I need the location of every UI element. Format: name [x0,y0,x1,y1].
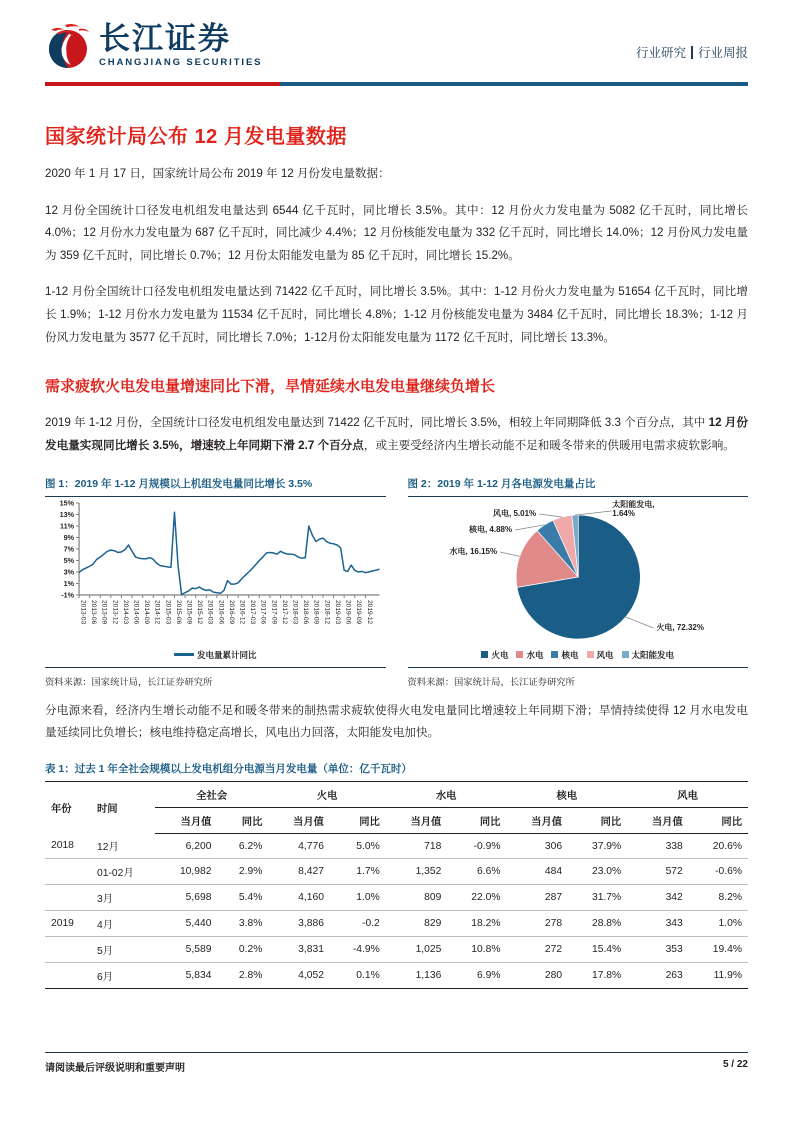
cell-value-6: 280 [506,963,568,989]
header-rule [45,82,748,86]
page-header [45,0,748,78]
th-sub-0-1: 同比 [217,807,268,833]
cell-value-9: 1.0% [689,911,748,937]
legend-label: 火电 [491,649,509,660]
cell-month: 01-02月 [91,859,155,885]
figure-2 [408,476,749,688]
cell-value-4: 718 [386,833,448,859]
brand-name-cn: 长江证券 [99,20,231,57]
analysis-text-c: ，或主要受经济内生增长动能不足和暖冬带来的供暖用电需求疲软影响。 [363,439,735,452]
cell-value-3: -4.9% [330,937,386,963]
svg-text:2014-06: 2014-06 [132,599,140,624]
cell-value-8: 343 [627,911,689,937]
cell-value-4: 1,025 [386,937,448,963]
svg-text:2013-06: 2013-06 [90,599,98,624]
svg-text:5%: 5% [63,555,75,565]
th-sub-1-1: 同比 [330,807,386,833]
header-tag-research: 行业研究 [635,46,686,60]
cell-value-7: 17.8% [568,963,627,989]
cell-value-6: 278 [506,911,568,937]
table-row [45,963,748,989]
svg-text:2015-12: 2015-12 [196,599,204,624]
svg-text:-1%: -1% [61,590,75,600]
analysis-text-a: 2019 年 1-12 月份，全国统计口径发电机组发电量达到 71422 亿千瓦时，同比增长 3.5%，相较上年同期降低 3.3 个百分点，其中 [45,416,709,430]
th-year: 年份 [45,781,91,833]
cell-value-7: 31.7% [568,885,627,911]
cell-value-0: 5,589 [155,937,217,963]
svg-text:2019-03: 2019-03 [333,599,341,624]
svg-text:2018-06: 2018-06 [302,599,310,624]
legend-label: 核电 [561,649,579,660]
figure-1-title: 图 1：2019 年 1-12 月规模以上机组发电量同比增长 3.5% [45,476,386,497]
svg-text:2018-09: 2018-09 [312,599,320,624]
cell-value-3: 1.0% [330,885,386,911]
svg-text:太阳能发电,: 太阳能发电, [611,499,655,509]
svg-text:2018-03: 2018-03 [291,599,299,624]
svg-text:2013-03: 2013-03 [79,599,87,624]
paragraph-intro: 2020 年 1 月 17 日，国家统计局公布 2019 年 12 月份发电量数据： [45,167,390,180]
page-title: 国家统计局公布 12 月发电量数据 [45,126,347,148]
cell-value-1: 6.2% [217,833,268,859]
cell-value-4: 829 [386,911,448,937]
cell-value-9: -0.6% [689,859,748,885]
header-tag-weekly: 行业周报 [697,46,748,60]
cell-value-0: 5,440 [155,911,217,937]
figures-row [45,476,748,688]
cell-value-2: 4,776 [268,833,330,859]
th-sub-2-1: 同比 [447,807,506,833]
cell-value-4: 809 [386,885,448,911]
cell-value-1: 2.9% [217,859,268,885]
svg-text:风电, 5.01%: 风电, 5.01% [492,508,536,518]
cell-month: 5月 [91,937,155,963]
cell-value-5: 18.2% [447,911,506,937]
cell-value-3: 5.0% [330,833,386,859]
svg-text:2016-09: 2016-09 [227,599,235,624]
figure-2-plot [408,497,749,647]
cell-value-2: 8,427 [268,859,330,885]
brand-logo [45,7,262,71]
legend-label: 风电 [596,649,614,660]
table-row [45,937,748,963]
cell-value-8: 263 [627,963,689,989]
cell-value-2: 4,052 [268,963,330,989]
cell-value-3: 1.7% [330,859,386,885]
cell-month: 3月 [91,885,155,911]
cell-value-8: 338 [627,833,689,859]
cell-value-9: 19.4% [689,937,748,963]
svg-text:2017-03: 2017-03 [249,599,257,624]
legend-label: 太阳能发电 [631,649,675,660]
section-title-demand: 需求疲软火电发电量增速同比下滑，旱情延续水电发电量继续负增长 [45,378,496,396]
cell-value-7: 23.0% [568,859,627,885]
cell-month: 4月 [91,911,155,937]
svg-text:2013-09: 2013-09 [100,599,108,624]
cell-value-0: 5,698 [155,885,217,911]
cell-year [45,963,91,989]
page-footer [45,1052,748,1074]
th-sub-4-1: 同比 [689,807,748,833]
svg-text:7%: 7% [63,544,75,554]
svg-text:2019-06: 2019-06 [344,599,352,624]
svg-text:1%: 1% [63,578,75,588]
th-sub-4-0: 当月值 [627,807,689,833]
cell-value-5: 6.9% [447,963,506,989]
cell-value-3: -0.2 [330,911,386,937]
analysis-text-bold: 12 月份发电量实现同比增长 3.5%，增速较上年同期下滑 2.7 个百分点 [45,416,748,452]
cell-value-1: 0.2% [217,937,268,963]
svg-text:2015-06: 2015-06 [174,599,182,624]
paragraph-annual: 1-12 月份全国统计口径发电机组发电量达到 71422 亿千瓦时，同比增长 3.5%。其中：1-12 月份火力发电量为 51654 亿千瓦时，同比增长 1.9%；1-12 月份水力发电量为 11534 亿千瓦时，同比增长 4.8%；1-12 月份核能发电量为 3484 亿千瓦时，同比增长 18.3%；1-12 月份风力发电量为 3577 亿千瓦时，同比增长 7.0%；1-12月份太阳能发电量为 1172 亿千瓦时，同比增长 13.3%。 [45,285,748,344]
cell-value-4: 1,352 [386,859,448,885]
th-sub-2-0: 当月值 [386,807,448,833]
th-group-nuclear: 核电 [506,781,627,807]
th-sub-3-1: 同比 [568,807,627,833]
svg-text:2016-03: 2016-03 [206,599,214,624]
cell-value-6: 287 [506,885,568,911]
svg-text:13%: 13% [59,509,75,519]
legend-item-4 [622,649,675,661]
legend-item-3 [587,649,614,661]
svg-text:2015-03: 2015-03 [164,599,172,624]
table-title: 表 1：过去 1 年全社会规模以上发电机组分电源当月发电量（单位：亿千瓦时） [45,762,412,775]
cell-value-5: 22.0% [447,885,506,911]
legend-line-icon [174,653,194,655]
table-header-groups [45,781,748,807]
cell-value-2: 4,160 [268,885,330,911]
power-generation-table [45,781,748,990]
th-sub-1-0: 当月值 [268,807,330,833]
cell-year [45,885,91,911]
cell-value-6: 306 [506,833,568,859]
cell-value-7: 28.8% [568,911,627,937]
th-sub-0-0: 当月值 [155,807,217,833]
changjiang-logo-icon [45,21,91,71]
header-rule-red [45,82,280,86]
paragraph-december: 12 月份全国统计口径发电机组发电量达到 6544 亿千瓦时，同比增长 3.5%。其中：12 月份火力发电量为 5082 亿千瓦时，同比增长 4.0%；12 月份水力发电量为 687 亿千瓦时，同比减少 4.4%；12 月份核能发电量为 332 亿千瓦时，同比增长 14.0%；12 月份风力发电量为 359 亿千瓦时，同比增长 0.7%；12 月份太阳能发电量为 85 亿千瓦时，同比增长 15.2%。 [45,203,748,262]
cell-value-1: 3.8% [217,911,268,937]
svg-text:水电, 16.15%: 水电, 16.15% [449,546,497,556]
svg-text:2016-12: 2016-12 [238,599,246,624]
legend-item-2 [551,649,578,661]
cell-value-3: 0.1% [330,963,386,989]
cell-value-0: 10,982 [155,859,217,885]
svg-text:2014-03: 2014-03 [121,599,129,624]
table-head [45,781,748,833]
cell-value-2: 3,831 [268,937,330,963]
cell-month: 6月 [91,963,155,989]
legend-item-0 [481,649,508,661]
svg-text:核电, 4.88%: 核电, 4.88% [468,524,512,534]
legend-label: 水电 [526,649,544,660]
cell-value-5: 6.6% [447,859,506,885]
svg-text:15%: 15% [59,498,75,508]
cell-value-1: 2.8% [217,963,268,989]
brand-name-en: CHANGJIANG SECURITIES [99,57,263,69]
cell-value-2: 3,886 [268,911,330,937]
th-month: 时间 [91,781,155,833]
legend-item-1 [516,649,543,661]
svg-text:2017-09: 2017-09 [270,599,278,624]
th-group-society: 全社会 [155,781,268,807]
figure-2-source: 资料来源：国家统计局，长江证券研究所 [408,667,749,688]
legend-swatch-icon [622,651,629,658]
line-chart-svg [45,497,386,647]
header-rule-blue [280,82,748,86]
svg-text:2018-12: 2018-12 [323,599,331,624]
legend-swatch-icon [481,651,488,658]
cell-year [45,859,91,885]
legend-swatch-icon [587,651,594,658]
svg-text:火电, 72.32%: 火电, 72.32% [655,622,704,632]
legend-swatch-icon [551,651,558,658]
svg-text:1.64%: 1.64% [611,508,635,518]
legend-label-0: 发电量累计同比 [196,649,257,660]
svg-text:2014-12: 2014-12 [153,599,161,624]
tag-divider-icon [691,46,693,59]
legend-swatch-icon [516,651,523,658]
cell-value-6: 272 [506,937,568,963]
cell-value-8: 342 [627,885,689,911]
cell-value-4: 1,136 [386,963,448,989]
table-row [45,885,748,911]
cell-value-1: 5.4% [217,885,268,911]
cell-year: 2019 [45,911,91,937]
cell-year: 2018 [45,833,91,859]
cell-year [45,937,91,963]
cell-month: 12月 [91,833,155,859]
svg-text:2019-09: 2019-09 [355,599,363,624]
cell-value-0: 5,834 [155,963,217,989]
cell-value-7: 15.4% [568,937,627,963]
figure-1-legend [45,647,386,667]
cell-value-6: 484 [506,859,568,885]
table-row [45,911,748,937]
cell-value-0: 6,200 [155,833,217,859]
svg-text:2013-12: 2013-12 [111,599,119,624]
svg-text:9%: 9% [63,532,75,542]
paragraph-analysis [45,412,748,457]
svg-text:2019-12: 2019-12 [365,599,373,624]
svg-text:2017-12: 2017-12 [280,599,288,624]
svg-text:3%: 3% [63,567,75,577]
footer-page-number: 5 / 22 [722,1059,748,1070]
figure-2-title: 图 2：2019 年 1-12 月各电源发电量占比 [408,476,749,497]
table-body [45,833,748,989]
paragraph-by-source: 分电源来看，经济内生增长动能不足和暖冬带来的制热需求疲软使得火电发电量同比增速较上年同期下滑；旱情持续使得 12 月水电发电量延续同比负增长；核电维持稳定高增长，风电出力回落，太阳能发电加快。 [45,703,748,740]
figure-2-legend [408,647,749,667]
th-group-wind: 风电 [627,781,748,807]
th-sub-3-0: 当月值 [506,807,568,833]
cell-value-9: 11.9% [689,963,748,989]
cell-value-8: 353 [627,937,689,963]
cell-value-8: 572 [627,859,689,885]
cell-value-9: 8.2% [689,885,748,911]
th-group-thermal: 火电 [268,781,385,807]
cell-value-5: -0.9% [447,833,506,859]
cell-value-9: 20.6% [689,833,748,859]
svg-text:2015-09: 2015-09 [185,599,193,624]
cell-value-7: 37.9% [568,833,627,859]
svg-text:11%: 11% [60,521,75,531]
svg-text:2014-09: 2014-09 [143,599,151,624]
figure-1-source: 资料来源：国家统计局，长江证券研究所 [45,667,386,688]
table-row [45,833,748,859]
cell-value-5: 10.8% [447,937,506,963]
th-group-hydro: 水电 [386,781,507,807]
legend-item-line [174,649,257,661]
svg-text:2016-06: 2016-06 [217,599,225,624]
figure-1 [45,476,386,688]
header-tags [636,17,748,61]
svg-text:2017-06: 2017-06 [259,599,267,624]
table-row [45,859,748,885]
footer-note: 请阅读最后评级说明和重要声明 [45,1063,185,1074]
pie-chart-svg [408,497,749,647]
figure-1-plot [45,497,386,647]
